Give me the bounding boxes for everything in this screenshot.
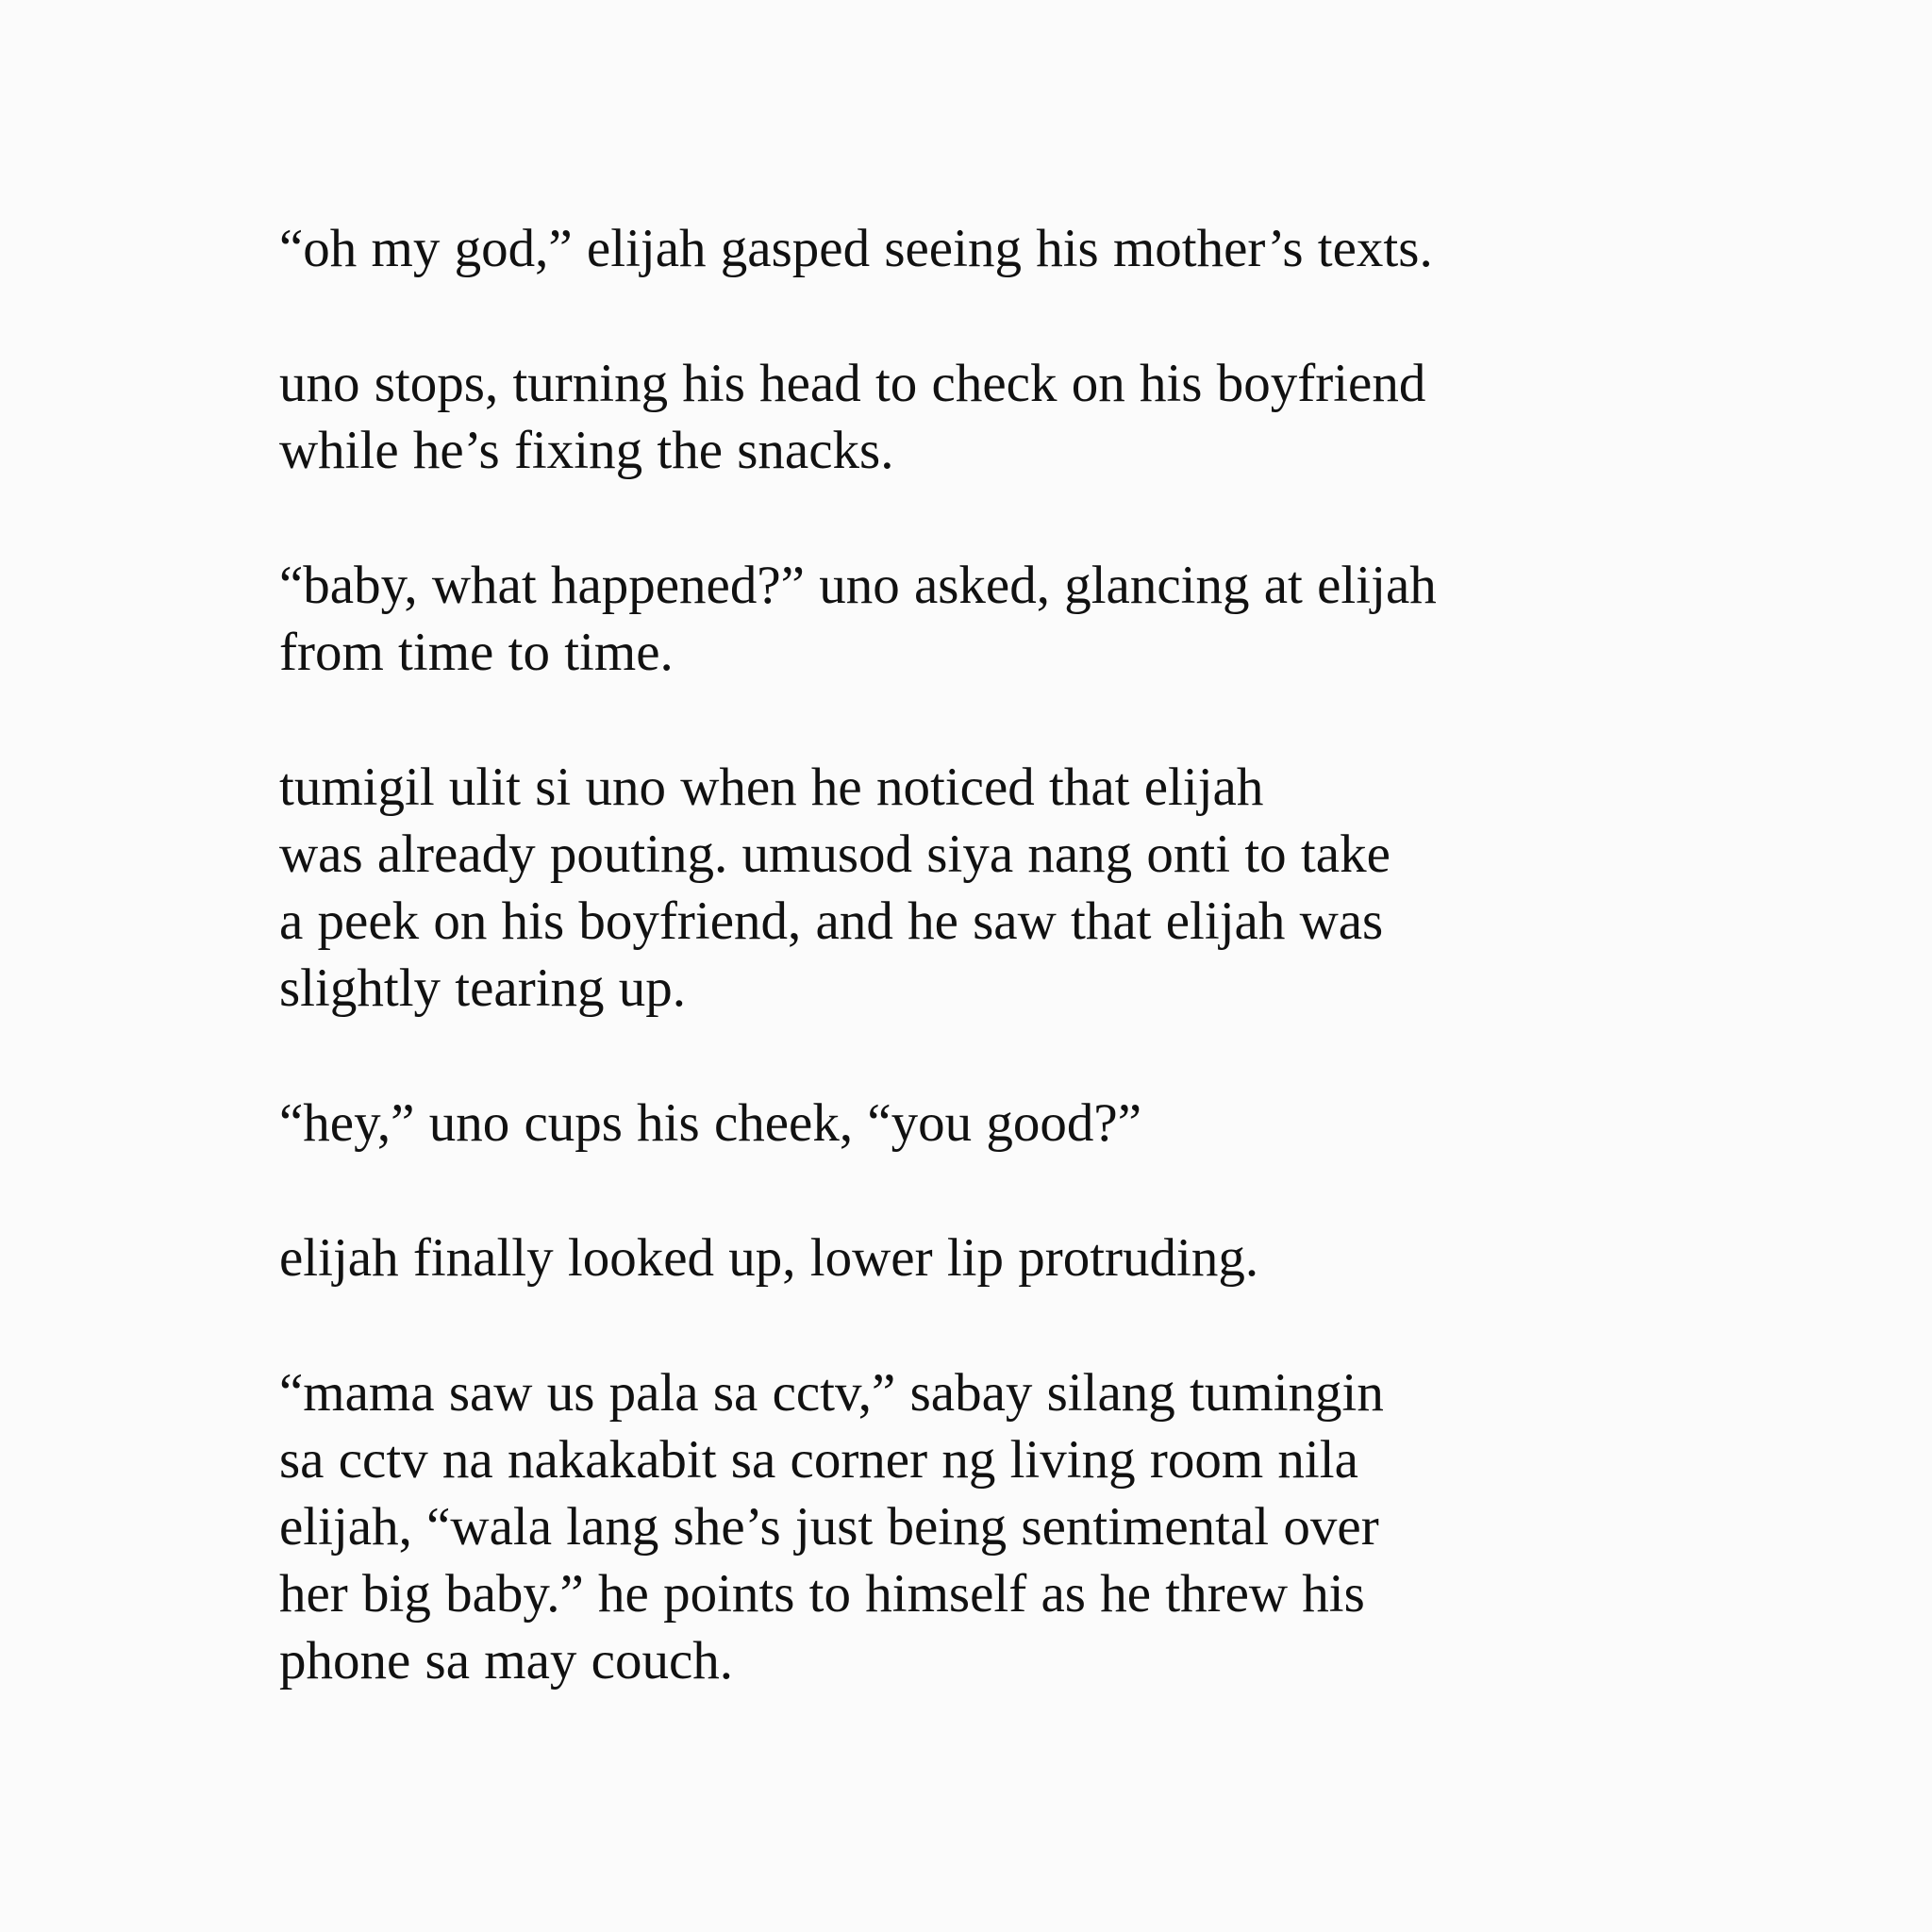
text-line: a peek on his boyfriend, and he saw that elijah was xyxy=(279,891,1384,951)
text-line: her big baby.” he points to himself as he threw his xyxy=(279,1564,1365,1624)
text-line: “hey,” uno cups his cheek, “you good?” xyxy=(279,1093,1141,1153)
text-line: while he’s fixing the snacks. xyxy=(279,421,894,480)
paragraph-3 xyxy=(279,552,1751,686)
paragraph-6 xyxy=(279,1224,1751,1291)
paragraph-1 xyxy=(279,215,1751,282)
story-text xyxy=(279,215,1751,1694)
text-line: was already pouting. umusod siya nang onti to take xyxy=(279,824,1391,884)
text-line: from time to time. xyxy=(279,623,674,682)
text-line: phone sa may couch. xyxy=(279,1631,734,1690)
paragraph-7 xyxy=(279,1359,1751,1694)
paragraph-4 xyxy=(279,754,1751,1022)
text-line: tumigil ulit si uno when he noticed that elijah xyxy=(279,758,1264,817)
text-line: slightly tearing up. xyxy=(279,958,687,1018)
text-line: “oh my god,” elijah gasped seeing his mother’s texts. xyxy=(279,219,1433,278)
paragraph-2 xyxy=(279,350,1751,484)
paragraph-5 xyxy=(279,1090,1751,1157)
text-line: sa cctv na nakakabit sa corner ng living room nila xyxy=(279,1430,1358,1490)
text-line: uno stops, turning his head to check on his boyfriend xyxy=(279,354,1426,413)
text-line: “baby, what happened?” uno asked, glancing at elijah xyxy=(279,556,1437,615)
text-line: elijah finally looked up, lower lip protruding. xyxy=(279,1228,1259,1288)
text-line: elijah, “wala lang she’s just being sentimental over xyxy=(279,1497,1379,1557)
text-line: “mama saw us pala sa cctv,” sabay silang tumingin xyxy=(279,1363,1384,1423)
